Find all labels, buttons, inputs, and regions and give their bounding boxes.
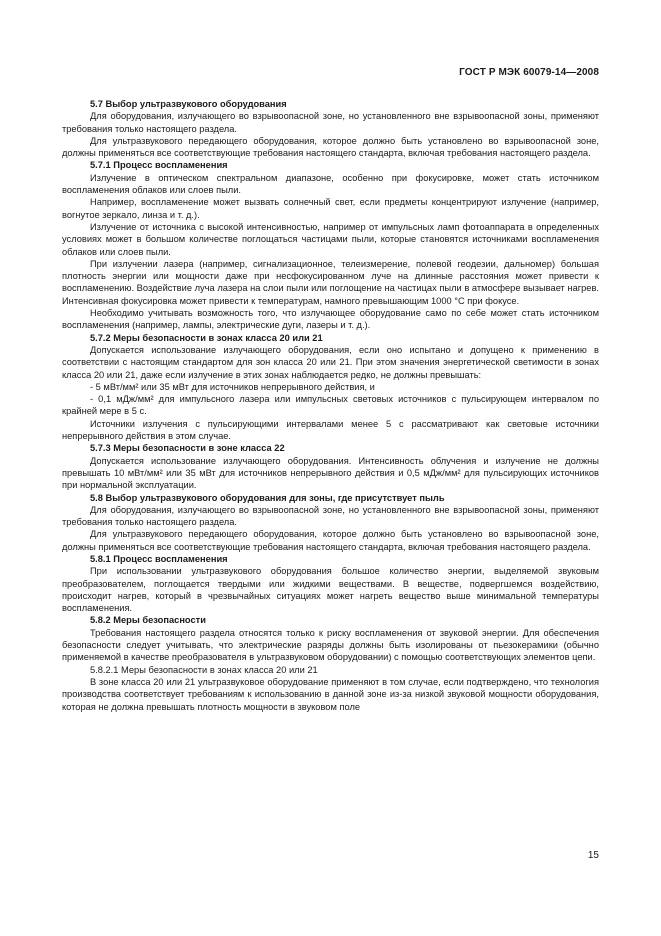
paragraph: Допускается использование излучающего оборудования. Интенсивность облучения и излучение не должны превышать 10 мВт/мм² или 35 мВт для источников непрерывного действия и 0,5 мДж/мм² для пульсирующих источников при нормальной эксплуатации. (62, 455, 599, 491)
section-heading: 5.7.2 Меры безопасности в зонах класса 20 или 21 (90, 332, 323, 343)
paragraph: В зоне класса 20 или 21 ультразвуковое оборудование применяют в том случае, если подтверждено, что технология производства соответствует требованиям к использованию в данной зоне из-за низкой звуковой мощности оборудования, которая не должна превышать плотность мощности в звуковом поле (62, 676, 599, 712)
paragraph: При излучении лазера (например, сигнализационное, телеизмерение, полевой геодезии, дальномер) большая плотность энергии или мощности даже при несфокусированном луче на длинные расстояния может привести к воспламенению. Воздействие луча лазера на слои пыли или поглощение на частицах пыли в атмосфере вызывает нагрев. Интенсивная фокусировка может привести к температурам, намного превышающим 1000 °С при фокусе. (62, 258, 599, 306)
paragraph: Для оборудования, излучающего во взрывоопасной зоне, но установленного вне взрывоопасной зоны, применяют требования только настоящего раздела. (62, 111, 599, 134)
paragraph: Источники излучения с пульсирующими интервалами менее 5 с рассматривают как световые источники непрерывного действия в этом случае. (62, 418, 599, 442)
page-number: 15 (587, 850, 599, 861)
paragraph: Допускается использование излучающего оборудования, если оно испытано и допущено к применению в соответствии с настоящим стандартом для зон класса 20 или 21. При этом значения энергетической светимости в зонах класса 20 или 21, даже если излучение в этих зонах наблюдается редко, не должны превышать: (62, 344, 599, 380)
section-heading: 5.8 Выбор ультразвукового оборудования для зоны, где присутствует пыль (90, 492, 445, 503)
paragraph: При использовании ультразвукового оборудования большое количество энергии, выделяемой звуковым преобразователем, поглощается твердыми или жидкими веществами. В веществе, подвергшемся воздействию, происходит нагрев, который в чрезвычайных ситуациях может нагреть вещество выше минимальной температуры воспламенения. (62, 566, 599, 614)
paragraph: Необходимо учитывать возможность того, что излучающее оборудование само по себе может стать источником воспламенения (например, лампы, электрические дуги, лазеры и т. д.). (62, 308, 599, 331)
paragraph: - 0,1 мДж/мм² для импульсного лазера или импульсных световых источников с пульсирующем интервалом по крайней мере в 5 с. (62, 394, 599, 417)
paragraph: Для оборудования, излучающего во взрывоопасной зоне, но установленного вне взрывоопасной зоны, применяют требования только настоящего раздела. (62, 504, 599, 528)
section-heading: 5.8.1 Процесс воспламенения (90, 553, 228, 564)
subsection-heading: 5.8.2.1 Меры безопасности в зонах класса 20 или 21 (90, 664, 318, 675)
paragraph: Излучение от источника с высокой интенсивностью, например от импульсных ламп фотоаппарата в определенных условиях может в большом количестве поглощаться частицами пыли, которые становятся источниками воспламенения облаков или слоев пыли. (62, 221, 599, 257)
paragraph: Например, воспламенение может вызвать солнечный свет, если предметы концентрируют излучение (например, вогнутое зеркало, линза и т. д.). (62, 197, 599, 220)
paragraph: Требования настоящего раздела относятся только к риску воспламенения от звуковой энергии. Для обеспечения безопасности следует учитывать, что электрические разряды должны быть изолированы от пьезокерамики (обычно применяемой в качестве преобразователя в ультразвуковом оборудовании) с помощью соответствующих элементов цепи. (62, 627, 599, 663)
paragraph: - 5 мВт/мм² или 35 мВт для источников непрерывного действия, и (90, 381, 375, 392)
document-body (62, 98, 599, 713)
paragraph: Для ультразвукового передающего оборудования, которое должно быть установлено во взрывоопасной зоне, должны применяться все соответствующие требования настоящего стандарта, включая требования настоящего раздела. (62, 135, 599, 159)
section-heading: 5.7.3 Меры безопасности в зоне класса 22 (90, 443, 285, 454)
section-heading: 5.7.1 Процесс воспламенения (90, 160, 228, 171)
paragraph: Для ультразвукового передающего оборудования, которое должно быть установлено во взрывоопасной зоне, должны применяться все соответствующие требования настоящего стандарта, включая требования настоящего раздела. (62, 529, 599, 552)
document-code-header: ГОСТ Р МЭК 60079-14—2008 (459, 67, 599, 78)
section-heading: 5.7 Выбор ультразвукового оборудования (90, 99, 287, 109)
section-heading: 5.8.2 Меры безопасности (90, 615, 206, 626)
paragraph: Излучение в оптическом спектральном диапазоне, особенно при фокусировке, может стать источником воспламенения облаков или слоев пыли. (62, 172, 599, 196)
